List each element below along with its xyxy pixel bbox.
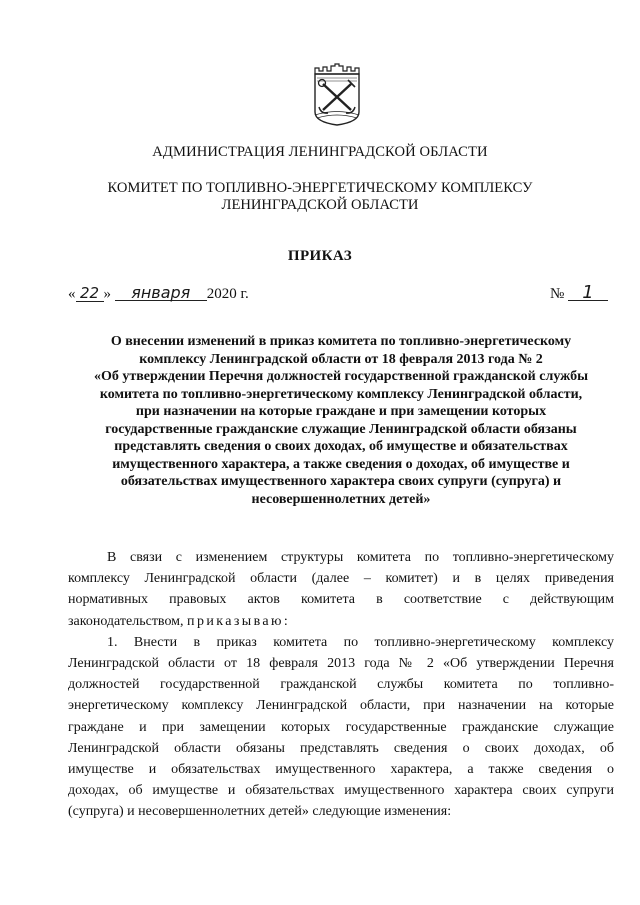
body-line: Ленинградской области от 18 февраля 2013 года № 2 «Об утверждении Перечня — [68, 655, 614, 671]
body-line: Ленинградской области обязаны представлять сведения о своих доходах, об — [68, 740, 614, 756]
body-line: имуществе и обязательствах имущественного характера, а также сведения о — [68, 761, 614, 777]
number-label: № — [549, 286, 565, 302]
body-line: нормативных правовых актов комитета в соответствие с действующим — [68, 592, 614, 608]
document-body — [68, 547, 614, 822]
date-year: 2020 г. — [206, 286, 249, 302]
date-day: 22 — [76, 286, 104, 302]
order-word: приказываю: — [187, 613, 291, 629]
title-line: «Об утверждении Перечня должностей государственной гражданской службы — [93, 369, 589, 384]
body-line: должностей государственной гражданской службы комитета по топливно- — [68, 677, 614, 693]
organization-name: АДМИНИСТРАЦИЯ ЛЕНИНГРАДСКОЙ ОБЛАСТИ — [152, 144, 488, 160]
document-title — [68, 333, 614, 508]
body-line: В связи с изменением структуры комитета по топливно-энергетическому — [107, 550, 614, 565]
quote-close: » — [103, 286, 111, 302]
title-line: при назначении на которые граждане и при замещении которых — [135, 404, 547, 419]
date-number-line — [68, 282, 608, 309]
document-number — [549, 282, 608, 303]
quote-open: « — [68, 286, 76, 302]
committee-name-line: ЛЕНИНГРАДСКОЙ ОБЛАСТИ — [221, 197, 419, 213]
title-line: комплексу Ленинградской области от 18 февраля 2013 года № 2 — [139, 351, 543, 367]
committee-name-line: КОМИТЕТ ПО ТОПЛИВНО-ЭНЕРГЕТИЧЕСКОМУ КОМПЛЕКСУ — [107, 180, 533, 196]
committee-name — [0, 180, 640, 214]
body-line — [68, 611, 614, 632]
body-line: доходах, об имуществе и обязательствах имущественного характера своих супруги — [68, 783, 614, 799]
title-line: государственные гражданские служащие Ленинградской области обязаны — [105, 421, 577, 437]
title-line: комитета по топливно-энергетическому комплексу Ленинградской области, — [99, 386, 583, 402]
body-line: 1. Внести в приказ комитета по топливно-энергетическому комплексу — [107, 634, 614, 650]
document-date — [68, 285, 249, 303]
title-line: О внесении изменений в приказ комитета по топливно-энергетическому — [110, 334, 572, 349]
title-line: представлять сведения о своих доходах, об имуществе и обязательствах — [114, 439, 568, 454]
title-line: имущественного характера, а также сведения о доходах, об имуществе и — [112, 456, 570, 472]
coat-of-arms-emblem — [301, 60, 373, 126]
number-value: 1 — [568, 285, 608, 301]
body-text: законодательством, — [68, 613, 184, 629]
title-line: обязательствах имущественного характера своих супруги (супруга) и — [120, 474, 562, 489]
body-line: комплексу Ленинградской области (далее – комитет) и в целях приведения — [68, 571, 614, 587]
title-line: несовершеннолетних детей» — [251, 491, 431, 507]
date-month: января — [115, 285, 207, 301]
body-line: энергетическому комплексу Ленинградской области, при назначении на которые — [68, 698, 614, 714]
document-type: ПРИКАЗ — [287, 248, 353, 264]
body-line: (супруга) и несовершеннолетних детей» следующие изменения: — [68, 804, 452, 820]
body-line: граждане и при замещении которых государственные гражданские служащие — [68, 719, 614, 735]
